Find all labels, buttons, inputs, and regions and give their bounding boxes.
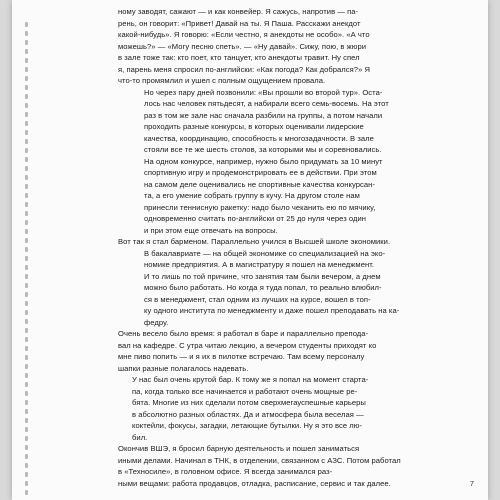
- text-line: На одном конкурсе, например, нужно было придумать за 10 минут: [144, 156, 383, 166]
- text-line: можешь?» — «Могу песню спеть». — «Ну давай». Сижу, пою, в жюри: [118, 41, 367, 51]
- binding-hole: [25, 409, 28, 414]
- text-line: и при этом еще отвечать на вопросы.: [144, 225, 278, 235]
- binding-hole: [25, 463, 28, 468]
- binding-hole: [25, 229, 28, 234]
- text-line: Окончив ВШЭ, я бросил барную деятельность и пошел заниматься: [118, 444, 360, 453]
- paragraph: [118, 236, 468, 248]
- binding-hole: [25, 346, 28, 351]
- binding-hole: [25, 211, 28, 216]
- binding-hole: [25, 490, 28, 495]
- text-line: на самом деле оценивались не спортивные качества конкурсан-: [144, 179, 375, 189]
- paragraph: [118, 328, 468, 374]
- text-line: рень, он говорит: «Привет! Давай на ты. Я Паша. Расскажи анекдот: [118, 18, 361, 28]
- binding-hole: [25, 76, 28, 81]
- binding-hole: [25, 319, 28, 324]
- text-line: можно было работать. Но когда я туда попал, то реально влюбил-: [144, 283, 382, 292]
- binding-hole: [25, 31, 28, 36]
- text-line: федру.: [144, 317, 169, 327]
- binding-hole: [25, 238, 28, 243]
- text-line: Но через пару дней позвонили: «Вы прошли во второй тур». Оста-: [144, 87, 383, 97]
- text-line: я, парень меня спросил по-английски: «Как погода? Как добрался?» Я: [118, 64, 371, 74]
- binding-hole: [25, 202, 28, 207]
- binding-hole: [25, 364, 28, 369]
- text-line: что-то промямлил и ушел с полным ощущением провала.: [118, 76, 326, 85]
- text-line: одновременно считать по-английски от 25 до нуля через один: [144, 214, 367, 223]
- text-line: принесли теннисную ракетку: надо было чеканить ею по мячику,: [144, 202, 376, 212]
- text-line: спортивную игру и продемонстрировать ее в действии. При этом: [144, 168, 377, 177]
- binding-hole: [25, 184, 28, 189]
- binding-hole: [25, 436, 28, 441]
- text-line: стояли все те же шесть столов, за которыми мы и соревновались.: [144, 145, 382, 154]
- binding-hole: [25, 328, 28, 333]
- text-line: ся в менеджмент, стал одним из лучших на курсе, вошел в топ-: [144, 294, 371, 304]
- binding-hole: [25, 454, 28, 459]
- text-line: лось нас человек пятьдесят, а набирали всего семь-восемь. На этот: [144, 99, 389, 108]
- binding-hole: [25, 139, 28, 144]
- text-line: бята. Многие из них сделали потом сверхмегауспешные карьеры: [132, 398, 366, 407]
- text-line: бил.: [132, 432, 148, 442]
- text-line: В бакалавриате — на общей экономике со специализацией на эко-: [144, 248, 386, 258]
- text-line: коктейли, фокусы, загадки, летающие бутылки. Ну я это все лю-: [132, 421, 363, 430]
- text-line: шапки разные полагалось надевать.: [118, 363, 249, 373]
- binding-hole: [25, 193, 28, 198]
- binding-hole: [25, 247, 28, 252]
- binding-hole: [25, 337, 28, 342]
- paragraph: [118, 443, 468, 489]
- binding-hole: [25, 292, 28, 297]
- text-line: раз в том же зале нас сначала разбили на группы, а потом начали: [144, 110, 383, 120]
- binding-hole: [25, 310, 28, 315]
- text-line: та, а его умение собрать группу в кучу. На другом столе нам: [144, 191, 360, 200]
- binding-hole: [25, 175, 28, 180]
- binding-hole: [25, 355, 28, 360]
- binding-hole: [25, 472, 28, 477]
- binding-hole: [25, 157, 28, 162]
- text-line: в «Техносиле», в головном офисе. Я всегда занимался раз-: [118, 467, 333, 476]
- binding-hole: [25, 103, 28, 108]
- text-line: У нас был очень крутой бар. К тому же я попал на момент старта-: [132, 375, 369, 384]
- binding-hole: [25, 274, 28, 279]
- book-page: [12, 0, 488, 500]
- text-line: па, когда только все начинается и работают очень мощные ре-: [132, 386, 358, 396]
- binding-hole: [25, 166, 28, 171]
- binding-hole: [25, 58, 28, 63]
- binding-hole: [25, 283, 28, 288]
- text-line: Вот так я стал барменом. Параллельно учился в Высшей школе экономики.: [118, 237, 391, 246]
- binding-hole: [25, 94, 28, 99]
- text-line: в абсолютно разных областях. Да и атмосфера была веселая —: [132, 409, 364, 419]
- page-body-text: [118, 6, 468, 489]
- binding-hole: [25, 481, 28, 486]
- binding-hole: [25, 391, 28, 396]
- text-line: вал на кафедре. С утра читаю лекцию, а вечером студенты приходят ко: [118, 340, 377, 350]
- text-line: ными вещами: работа продавцов, отладка, расписание, сервис и так далее.: [118, 478, 391, 488]
- binding-hole: [25, 418, 28, 423]
- paragraph: [118, 374, 468, 443]
- binding-hole: [25, 427, 28, 432]
- paragraph: [118, 248, 468, 329]
- binding-hole: [25, 301, 28, 306]
- binding-hole: [25, 121, 28, 126]
- paragraph: [118, 87, 468, 237]
- page-number: 7: [469, 479, 474, 488]
- binding-holes: [12, 0, 46, 500]
- text-line: какой-нибудь». Я говорю: «Если честно, я анекдоты не особо». «А что: [118, 30, 370, 39]
- text-line: Очень весело было время: я работал в баре и параллельно препода-: [118, 329, 369, 338]
- binding-hole: [25, 265, 28, 270]
- binding-hole: [25, 220, 28, 225]
- binding-hole: [25, 373, 28, 378]
- binding-hole: [25, 67, 28, 72]
- binding-hole: [25, 382, 28, 387]
- binding-hole: [25, 400, 28, 405]
- text-line: номике предприятия. А в магистратуру я пошел на менеджмент.: [144, 260, 375, 269]
- binding-hole: [25, 148, 28, 153]
- binding-hole: [25, 85, 28, 90]
- binding-hole: [25, 49, 28, 54]
- paragraph: [118, 6, 468, 87]
- text-line: ку одного института по менеджменту и даже пошел преподавать на ка-: [144, 306, 400, 315]
- binding-hole: [25, 256, 28, 261]
- text-line: иными делами. Начинал в ТНК, в отделении, связанном с АЗС. Потом работал: [118, 455, 401, 465]
- text-line: И то лишь по той причине, что занятия там были вечером, а днем: [144, 271, 381, 281]
- text-line: в зале тоже так: кто поет, кто танцует, кто анекдоты травит. Ну спел: [118, 53, 360, 62]
- binding-hole: [25, 40, 28, 45]
- binding-hole: [25, 22, 28, 27]
- binding-hole: [25, 112, 28, 117]
- binding-hole: [25, 445, 28, 450]
- binding-hole: [25, 130, 28, 135]
- text-line: проходить разные конкурсы, в которых оценивали лидерские: [144, 122, 364, 131]
- text-line: ному заводят, сажают — и как конвейер. Я сажусь, напротив — па-: [118, 7, 359, 16]
- text-line: мне пиво попить — и я их в пилотке встречаю. Там всему персоналу: [118, 352, 365, 361]
- text-line: качества, координацию, способность к многозадачности. В зале: [144, 133, 374, 143]
